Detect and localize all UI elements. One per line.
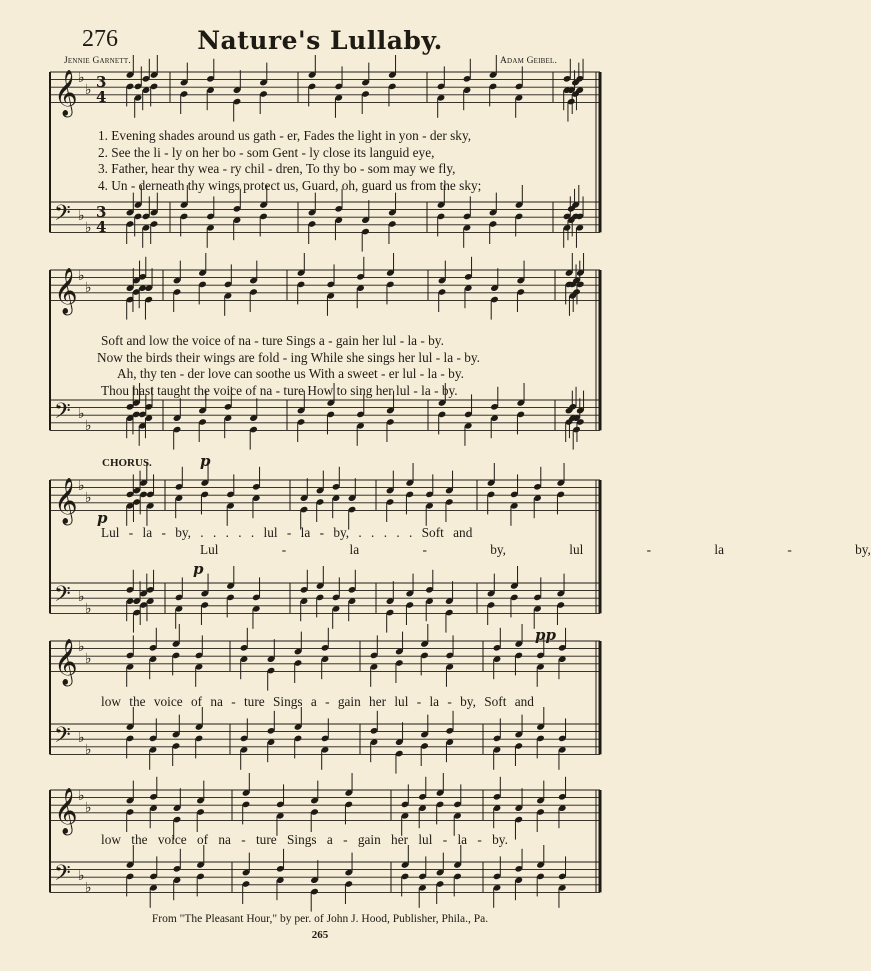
flat-icon: ♭ xyxy=(85,418,92,434)
footer-credit: From "The Pleasant Hour," by per. of John J. Hood, Publisher, Phila., Pa. xyxy=(151,913,489,925)
flat-icon: ♭ xyxy=(78,70,85,86)
verse-3-line-a: 3. Father, hear thy wea - ry chil - dren, To thy bo - som may we fly, xyxy=(98,161,456,177)
lyricist-credit: Jennie Garnett. xyxy=(64,56,131,66)
verse-2-line-b: Now the birds their wings are fold - ing While she sings her lul - la - by. xyxy=(97,349,480,365)
time-signature-icon: 3 xyxy=(96,73,107,91)
flat-icon: ♭ xyxy=(85,880,92,896)
flat-icon: ♭ xyxy=(78,788,85,804)
treble-clef-icon: 𝄞 xyxy=(54,788,78,834)
bass-clef-icon: 𝄢 xyxy=(54,399,71,429)
hymn-number: 276 xyxy=(82,26,118,52)
verse-1-line-a: 1. Evening shades around us gath - er, Fades the light in yon - der sky, xyxy=(98,128,472,143)
dynamic-mark: p xyxy=(200,452,211,470)
flat-icon: ♭ xyxy=(78,868,85,884)
hymn-title: Nature's Lullaby. xyxy=(197,26,443,55)
lyric-line-system-5: low the voice of na - ture Sings a - gain her lul - la - by. xyxy=(101,832,508,847)
treble-clef-icon: 𝄞 xyxy=(54,268,78,314)
treble-clef-icon: 𝄞 xyxy=(54,478,78,524)
flat-icon: ♭ xyxy=(78,406,85,422)
time-signature-icon: 4 xyxy=(96,88,107,106)
bass-clef-icon: 𝄢 xyxy=(54,582,71,612)
flat-icon: ♭ xyxy=(78,268,85,284)
flat-icon: ♭ xyxy=(85,800,92,816)
flat-icon: ♭ xyxy=(85,490,92,506)
flat-icon: ♭ xyxy=(78,589,85,605)
bass-clef-icon: 𝄢 xyxy=(54,201,71,231)
dynamic-mark: p xyxy=(97,509,108,527)
flat-icon: ♭ xyxy=(85,82,92,98)
verse-4-line-a: 4. Un - derneath thy wings protect us, Guard, oh, guard us from the sky; xyxy=(98,177,482,193)
time-signature-icon: 4 xyxy=(96,218,107,236)
dynamic-mark: pp xyxy=(535,626,556,644)
verse-2-line-a: 2. See the li - ly on her bo - som Gent - ly close its languid eye, xyxy=(98,144,435,160)
chorus-lyric-line-b: Lul - la - by, lul - la - by, xyxy=(200,542,871,557)
treble-clef-icon: 𝄞 xyxy=(54,70,78,116)
verse-3-line-b: Ah, thy ten - der love can soothe us With a sweet - er lul - la - by. xyxy=(117,366,464,382)
flat-icon: ♭ xyxy=(78,639,85,655)
flat-icon: ♭ xyxy=(78,478,85,494)
page-number: 265 xyxy=(311,929,329,941)
lyric-line-system-4: low the voice of na - ture Sings a - gain her lul - la - by, Soft and xyxy=(101,694,534,709)
composer-credit: Adam Geibel. xyxy=(500,56,558,66)
dynamic-mark: p xyxy=(193,560,204,578)
chorus-lyric-line-a: Lul - la - by, . . . . . lul - la - by, . . . . . Soft and xyxy=(101,525,473,540)
chorus-label: CHORUS. xyxy=(102,457,152,469)
flat-icon: ♭ xyxy=(85,280,92,296)
flat-icon: ♭ xyxy=(85,601,92,617)
verse-4-line-b: Thou hast taught the voice of na - ture How to sing her lul - la - by. xyxy=(101,382,458,398)
flat-icon: ♭ xyxy=(85,742,92,758)
time-signature-icon: 3 xyxy=(96,203,107,221)
flat-icon: ♭ xyxy=(85,220,92,236)
flat-icon: ♭ xyxy=(85,651,92,667)
flat-icon: ♭ xyxy=(78,208,85,224)
treble-clef-icon: 𝄞 xyxy=(54,639,78,685)
bass-clef-icon: 𝄢 xyxy=(54,723,71,753)
bass-clef-icon: 𝄢 xyxy=(54,861,71,891)
flat-icon: ♭ xyxy=(78,730,85,746)
verse-1-line-b: Soft and low the voice of na - ture Sings a - gain her lul - la - by. xyxy=(101,333,444,348)
